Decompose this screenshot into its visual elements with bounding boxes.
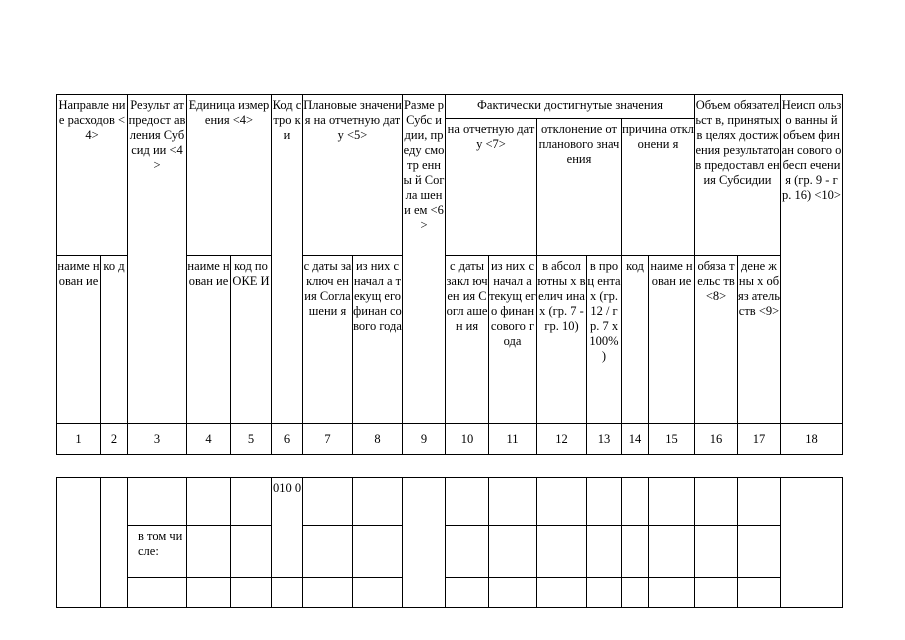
table-cell[interactable]: [446, 478, 489, 526]
header-planned-values: Плановые значения на отчетную дату <5>: [303, 95, 403, 256]
table-cell[interactable]: [738, 526, 781, 578]
table-cell[interactable]: [695, 478, 738, 526]
table-cell[interactable]: [649, 478, 695, 526]
column-number: 16: [695, 424, 738, 455]
header-deviation-absolute: в абсол ютны х велич инах (гр. 7 - гр. 10): [537, 256, 587, 424]
header-monetary-obligations: дене жны х обяз атель ств <9>: [738, 256, 781, 424]
table-cell[interactable]: [587, 578, 622, 608]
header-reason-name: наиме нован ие: [649, 256, 695, 424]
table-cell[interactable]: [622, 478, 649, 526]
table-cell[interactable]: [489, 526, 537, 578]
column-number: 15: [649, 424, 695, 455]
column-number: 10: [446, 424, 489, 455]
header-actual-current-year: из них с начал а текущ его финан сового года: [489, 256, 537, 424]
table-cell[interactable]: [128, 478, 187, 526]
table-cell[interactable]: [622, 526, 649, 578]
report-table: [56, 94, 843, 608]
table-cell[interactable]: [649, 526, 695, 578]
header-subsidy-amount: Разме р Субс идии, преду смотр енны й Согла шени ем <6>: [403, 95, 446, 424]
column-number: 3: [128, 424, 187, 455]
table-cell[interactable]: [738, 578, 781, 608]
header-obligations: обяза тельс тв <8>: [695, 256, 738, 424]
header-direction-name: наиме нован ие: [57, 256, 101, 424]
column-number: 1: [57, 424, 101, 455]
header-plan-since-agreement: с даты заключ ения Согла шени я: [303, 256, 353, 424]
column-number: 4: [187, 424, 231, 455]
column-number: 2: [101, 424, 128, 455]
table-row: [57, 526, 843, 578]
column-number: 17: [738, 424, 781, 455]
column-number: 12: [537, 424, 587, 455]
header-row-code: Код стро ки: [272, 95, 303, 424]
header-reason-code: код: [622, 256, 649, 424]
header-obligations-volume: Объем обязательст в, принятых в целях достижения результатов предоставл ения Субсидии: [695, 95, 781, 256]
table-cell[interactable]: [403, 478, 446, 608]
column-number: 18: [781, 424, 843, 455]
table-cell[interactable]: [272, 578, 303, 608]
table-cell[interactable]: [57, 478, 101, 608]
table-cell[interactable]: [231, 578, 272, 608]
table-cell[interactable]: [489, 478, 537, 526]
table-cell[interactable]: [622, 578, 649, 608]
table-cell[interactable]: [187, 578, 231, 608]
table-cell[interactable]: [738, 478, 781, 526]
header-actual-on-date: на отчетную дату <7>: [446, 119, 537, 256]
header-unit: Единица измерения <4>: [187, 95, 272, 256]
table-cell[interactable]: [446, 578, 489, 608]
table-cell[interactable]: [489, 578, 537, 608]
table-cell[interactable]: [303, 478, 353, 526]
header-subsidy-result: Результ ат предост авления Субсид ии <4>: [128, 95, 187, 424]
table-cell[interactable]: [649, 578, 695, 608]
table-cell[interactable]: [781, 478, 843, 608]
header-plan-current-year: из них с начал а текущ его финан сового года: [353, 256, 403, 424]
table-gap: [57, 455, 843, 478]
table-cell[interactable]: [187, 526, 231, 578]
table-cell[interactable]: [695, 526, 738, 578]
header-deviation-percent: в проц ентах (гр. 12 / гр. 7 х 100% ): [587, 256, 622, 424]
table-cell[interactable]: [303, 526, 353, 578]
table-cell[interactable]: [537, 478, 587, 526]
column-number: 9: [403, 424, 446, 455]
including-label: в том числе:: [128, 526, 187, 578]
header-actual-since-agreement: с даты закл ючен ия Согл ашен ия: [446, 256, 489, 424]
table-row: [57, 578, 843, 608]
header-deviation: отклонение от планового значения: [537, 119, 622, 256]
header-direction-code: ко д: [101, 256, 128, 424]
column-number: 14: [622, 424, 649, 455]
table-cell[interactable]: [695, 578, 738, 608]
table-cell[interactable]: [231, 478, 272, 526]
table-cell[interactable]: [303, 578, 353, 608]
header-unused-volume: Неисп ользо ванны й объем финан сового обесп ечени я (гр. 9 - гр. 16) <10>: [781, 95, 843, 424]
table-cell[interactable]: [537, 526, 587, 578]
header-expense-direction: Направле ние расходов <4>: [57, 95, 128, 256]
table-cell[interactable]: [446, 526, 489, 578]
table-cell[interactable]: [101, 478, 128, 608]
table-cell[interactable]: [537, 578, 587, 608]
table-row: [57, 478, 843, 526]
table-cell[interactable]: [587, 526, 622, 578]
column-number: 8: [353, 424, 403, 455]
header-unit-okei: код по ОКЕ И: [231, 256, 272, 424]
column-number: 6: [272, 424, 303, 455]
column-number: 5: [231, 424, 272, 455]
column-number: 7: [303, 424, 353, 455]
table-cell[interactable]: [231, 526, 272, 578]
header-unit-name: наиме нован ие: [187, 256, 231, 424]
column-number: 11: [489, 424, 537, 455]
row-code-cell: 010 0: [272, 478, 303, 578]
table-cell[interactable]: [353, 526, 403, 578]
table-cell[interactable]: [587, 478, 622, 526]
table-cell[interactable]: [353, 578, 403, 608]
column-number: 13: [587, 424, 622, 455]
table-cell[interactable]: [128, 578, 187, 608]
header-actual-values: Фактически достигнутые значения: [446, 95, 695, 119]
table-cell[interactable]: [353, 478, 403, 526]
table-cell[interactable]: [187, 478, 231, 526]
header-deviation-reason: причина отклонени я: [622, 119, 695, 256]
